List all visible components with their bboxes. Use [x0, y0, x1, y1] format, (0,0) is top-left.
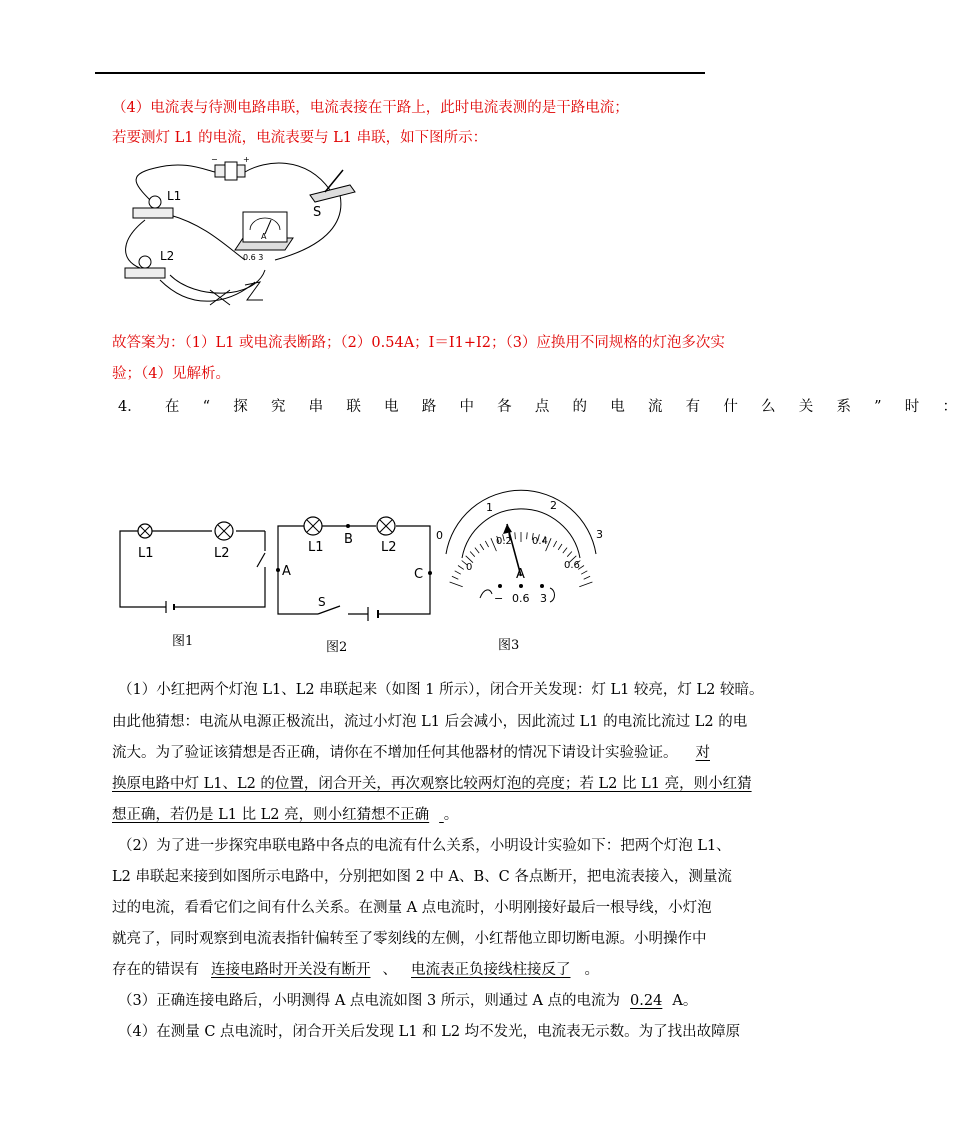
- question-4-stem: 4．在“探究串联电路中各点的电流有什么关系”时：: [118, 399, 980, 415]
- meter-tick: [485, 541, 488, 547]
- meter-tick: [527, 532, 528, 539]
- meter-tick: [455, 571, 461, 574]
- q4-part1-line3: 流大。为了验证该猜想是否正确，请你在不增加任何其他器材的情况下请设计实验验证。 对: [112, 745, 710, 761]
- figure-2-circuit: [268, 510, 440, 618]
- fig3-bottom-06: 0.6: [564, 560, 580, 571]
- fig3-top-1: 1: [486, 501, 493, 514]
- figure-1-circuit: [118, 515, 278, 615]
- q4-part2-line5: 存在的错误有 连接电路时开关没有断开 、 电流表正负接线柱接反了 。: [112, 962, 599, 978]
- q4-part1-answer-start: 对: [695, 745, 710, 761]
- fig3-top-2: 2: [550, 499, 557, 512]
- fig3-top-3: 3: [596, 528, 603, 541]
- ammeter-terminals: 0.6 3: [243, 253, 264, 262]
- fig3-terminal-3: 3: [540, 592, 547, 605]
- meter-tick: [470, 552, 475, 557]
- figure-1-label: 图1: [172, 634, 194, 649]
- q4-part1-line2: 由此他猜想：电流从电源正极流出，流过小灯泡 L1 后会减小，因此流过 L1 的电流比流过 L2 的电: [112, 714, 748, 730]
- meter-tick: [567, 552, 572, 557]
- fig3-bottom-02: 0.2: [496, 536, 512, 547]
- fig2-point-a: A: [282, 564, 291, 579]
- meter-tick: [553, 541, 556, 547]
- figure-3-label: 图3: [498, 638, 520, 653]
- fig2-lamp-l1: [304, 517, 322, 535]
- fig3-terminal-06: 0.6: [512, 592, 530, 605]
- q4-part2-line2: L2 串联起来接到如图所示电路中，分别把如图 2 中 A、B、C 各点断开，把电流表接入，测量流: [112, 869, 732, 885]
- fig2-switch-s: S: [318, 595, 326, 609]
- answer-summary-line1: 故答案为：（1）L1 或电流表断路；（2）0.54A；I＝I1+I2；（3）应换用不同规格的灯泡多次实: [112, 335, 725, 351]
- answer-part4-line1: （4）电流表与待测电路串联，电流表接在干路上，此时电流表测的是干路电流；: [112, 100, 629, 116]
- fig3-top-0: 0: [436, 529, 443, 542]
- fig3-bottom-04: 0.4: [532, 536, 548, 547]
- meter-tick: [558, 544, 562, 550]
- battery-plus: +: [243, 155, 250, 164]
- q4-part3: （3）正确连接电路后，小明测得 A 点电流如图 3 所示，则通过 A 点的电流为 0.24 A。: [118, 993, 698, 1009]
- q4-part1-line4: [112, 774, 752, 794]
- fig2-l2-label: L2: [381, 540, 397, 555]
- fig3-unit-a: A: [516, 567, 525, 582]
- meter-tick: [475, 548, 479, 554]
- answer-part4-line2: 若要测灯 L1 的电流，电流表要与 L1 串联，如下图所示：: [112, 130, 488, 146]
- fig3-terminal-minus: −: [494, 592, 504, 605]
- lamp-l2-label: L2: [160, 249, 175, 263]
- q4-part2-line4: 就亮了，同时观察到电流表指针偏转至了零刻线的左侧，小红帮他立即切断电源。小明操作中: [112, 931, 707, 947]
- q4-part2-line1: （2）为了进一步探究串联电路中各点的电流有什么关系，小明设计实验如下：把两个灯泡 L1、: [118, 838, 731, 854]
- q4-part1-line5: 想正确，若仍是 L1 比 L2 亮，则小红猜想不正确 。: [112, 807, 459, 823]
- q4-part1-answer-end: 想正确，若仍是 L1 比 L2 亮，则小红猜想不正确: [112, 807, 430, 823]
- fig2-point-c: C: [414, 567, 424, 582]
- meter-tick: [563, 548, 567, 554]
- answer-summary-line2: 验；（4）见解析。: [112, 366, 230, 382]
- fig2-point-b: B: [344, 532, 353, 547]
- lamp-l1-label: L1: [167, 189, 182, 203]
- q4-part3-answer: 0.24: [630, 993, 663, 1009]
- q4-part1-answer-mid: 换原电路中灯 L1、L2 的位置，闭合开关，再次观察比较两灯泡的亮度；若 L2 比 L1 亮，则小红猜: [112, 776, 752, 792]
- battery-minus: −: [211, 155, 218, 164]
- meter-tick: [480, 544, 484, 550]
- fig2-lamp-l2: [377, 517, 395, 535]
- meter-tick: [579, 582, 592, 587]
- q4-part2-line3: 过的电流，看看它们之间有什么关系。在测量 A 点电流时，小明刚接好最后一根导线，小灯泡: [112, 900, 712, 916]
- figure-2-label: 图2: [326, 640, 348, 655]
- ammeter-label: A: [261, 232, 267, 241]
- meter-tick: [584, 576, 590, 579]
- meter-tick: [458, 566, 464, 570]
- fig2-l1-label: L1: [308, 540, 324, 555]
- fig1-lamp-l2: [215, 522, 233, 540]
- q4-part2-answer-1: 连接电路时开关没有断开: [211, 962, 371, 978]
- q4-part1-line1: （1）小红把两个灯泡 L1、L2 串联起来（如图 1 所示），闭合开关发现：灯 L1 较亮，灯 L2 较暗。: [118, 682, 764, 698]
- meter-tick: [450, 582, 463, 587]
- header-rule: [95, 72, 705, 74]
- switch-label: S: [313, 205, 322, 220]
- fig3-bottom-0: 0: [466, 562, 473, 573]
- fig1-l1-label: L1: [138, 546, 154, 561]
- fig1-l2-label: L2: [214, 546, 230, 561]
- meter-tick: [581, 571, 587, 574]
- meter-tick: [452, 576, 458, 579]
- circuit-apparatus-diagram: [115, 150, 375, 320]
- q4-part4-line1: （4）在测量 C 点电流时，闭合开关后发现 L1 和 L2 均不发光，电流表无示数。为了找出故障原: [118, 1024, 741, 1040]
- figure-3-ammeter: [432, 496, 608, 612]
- q4-part2-answer-2: 电流表正负接线柱接反了: [411, 962, 571, 978]
- fig1-lamp-l1: [138, 524, 152, 538]
- meter-tick: [515, 532, 516, 539]
